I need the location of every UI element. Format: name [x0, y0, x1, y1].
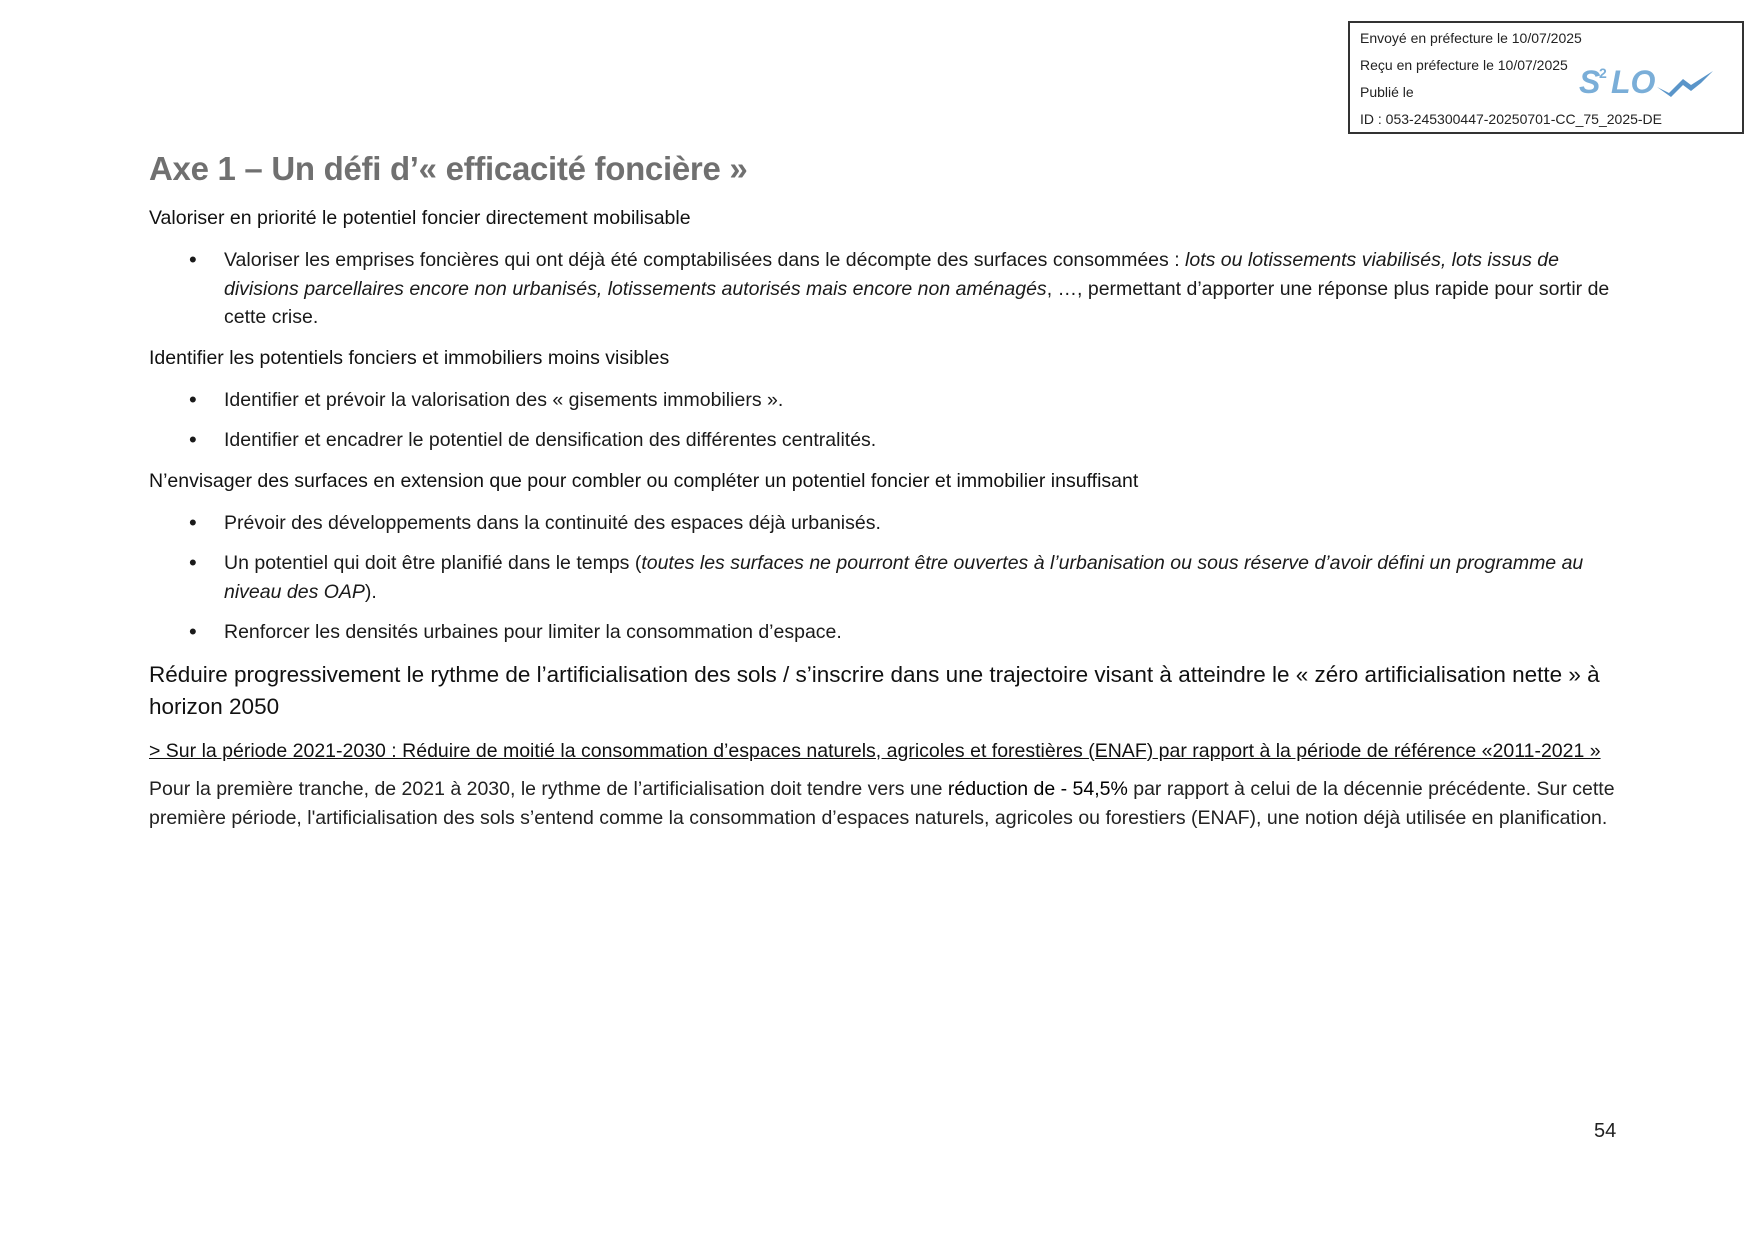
section3-list: [149, 509, 1629, 647]
bullet-icon: •: [189, 247, 197, 272]
section4-heading: Réduire progressivement le rythme de l’artificialisation des sols / s’inscrire dans une trajectoire visant à atteindre le « zéro artificialisation nette » à horizon 2050: [149, 661, 1600, 719]
section2-list: [149, 386, 1629, 455]
list-item: • Prévoir des développements dans la continuité des espaces déjà urbanisés.: [149, 509, 1629, 538]
list-item: • Un potentiel qui doit être planifié dans le temps (toutes les surfaces ne pourront être ouvertes à l’urbanisation ou sous réserve d’avoir défini un programme au niveau des OAP).: [189, 550, 1584, 603]
prefecture-stamp: [1348, 21, 1744, 134]
section2-heading: Identifier les potentiels fonciers et immobiliers moins visibles: [149, 346, 670, 369]
section1-list: [149, 246, 1629, 332]
page-number: 54: [1594, 1120, 1617, 1142]
section3-heading: N’envisager des surfaces en extension que pour combler ou compléter un potentiel foncier et immobilier insuffisant: [149, 469, 1139, 492]
bullet-icon: •: [189, 427, 197, 452]
stamp-published: Publié le: [1360, 84, 1414, 100]
bullet-icon: •: [189, 550, 197, 575]
bullet-icon: •: [189, 509, 197, 535]
bullet-icon: •: [189, 386, 197, 412]
list-item: • Renforcer les densités urbaines pour limiter la consommation d’espace.: [149, 618, 1629, 647]
stamp-id: ID : 053-245300447-20250701-CC_75_2025-DE: [1360, 111, 1662, 127]
reduction-highlight: réduction de - 54,5%: [947, 778, 1128, 800]
body-paragraph: Pour la première tranche, de 2021 à 2030, le rythme de l’artificialisation doit tendre vers une réduction de - 54,5% par rapport à celui de la décennie précédente. Sur cette première période, l'artificialisation des sols s’entend comme la consommation d’espaces naturels, agricoles ou forestiers (ENAF), une notion déjà utilisée en planification.: [149, 778, 1615, 829]
s2lo-logo-icon: [1575, 61, 1725, 101]
period-heading: > Sur la période 2021-2030 : Réduire de moitié la consommation d’espaces naturels, agricoles et forestières (ENAF) par rapport à la période de référence «2011-2021 »: [149, 739, 1601, 762]
bullet-icon: •: [189, 619, 197, 644]
stamp-sent-date: Envoyé en préfecture le 10/07/2025: [1360, 30, 1582, 46]
list-item: • Identifier et prévoir la valorisation des « gisements immobiliers ».: [149, 386, 1629, 415]
page-title: Axe 1 – Un défi d’« efficacité foncière »: [149, 150, 748, 187]
svg-text:LO: LO: [1611, 64, 1656, 100]
stamp-received-date: Reçu en préfecture le 10/07/2025: [1360, 57, 1568, 73]
document-body: [149, 150, 1629, 832]
list-item: • Identifier et encadrer le potentiel de densification des différentes centralités.: [149, 426, 1629, 455]
section1-heading: Valoriser en priorité le potentiel foncier directement mobilisable: [149, 207, 691, 229]
svg-text:2: 2: [1599, 65, 1607, 81]
svg-text:S: S: [1579, 64, 1601, 100]
list-item: • Valoriser les emprises foncières qui ont déjà été comptabilisées dans le décompte des surfaces consommées : lots ou lotissements viabilisés, lots issus de divisions parcellaires encore non urbanisés, lotissements autorisés mais encore non aménagés, …, permettant d’apporter une réponse plus rapide pour sortir de cette crise.: [189, 247, 1610, 328]
